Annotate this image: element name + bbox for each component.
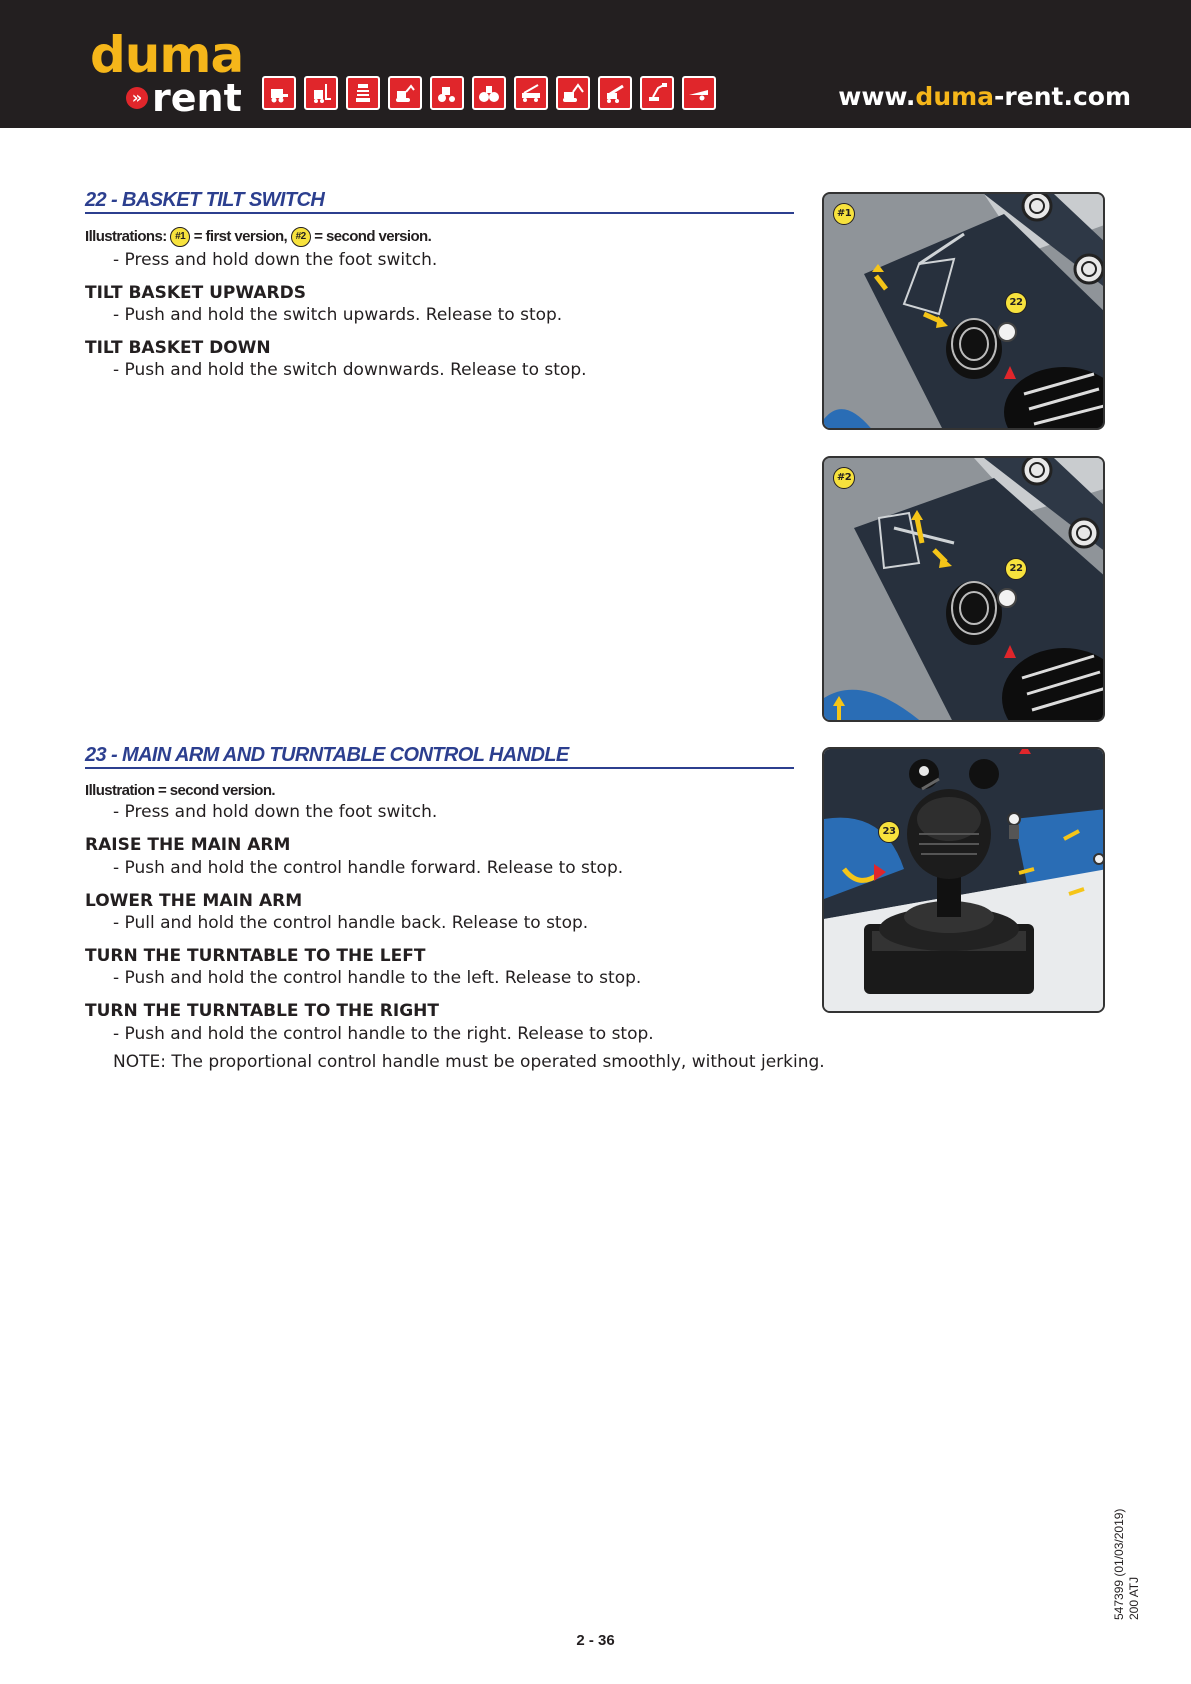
version-2-callout: #2 [833, 467, 855, 489]
url-accent: duma [915, 82, 995, 111]
doc-ref-number: 547399 (01/03/2019) [1112, 1508, 1126, 1620]
control-handle-drawing [824, 749, 1105, 1013]
machine-model: 200 ATJ [1127, 1576, 1141, 1620]
turn-right-step: - Push and hold the control handle to the right. Release to stop. [113, 1024, 654, 1044]
skid-steer-icon [262, 76, 296, 110]
version-2-text: = second version. [310, 228, 432, 245]
lower-arm-heading: LOWER THE MAIN ARM [85, 891, 303, 911]
truck-crane-icon [514, 76, 548, 110]
page-header [0, 0, 1191, 128]
boom-lift-icon [640, 76, 674, 110]
forklift-icon [304, 76, 338, 110]
website-url[interactable] [838, 82, 1131, 111]
logo-duma: duma [90, 26, 244, 84]
section-22-title: 22 - BASKET TILT SWITCH [85, 189, 794, 214]
document-reference [1112, 1470, 1142, 1620]
basket-tilt-switch-v1-drawing [824, 194, 1105, 430]
section-23-title: 23 - MAIN ARM AND TURNTABLE CONTROL HANDLE [85, 744, 794, 769]
roller-icon [472, 76, 506, 110]
s22-tilt-down-heading: TILT BASKET DOWN [85, 338, 271, 358]
basket-tilt-switch-v2-drawing [824, 458, 1105, 722]
mini-excavator-icon [388, 76, 422, 110]
logo-rent-text: rent [152, 76, 242, 120]
page-number: 2 - 36 [576, 1632, 615, 1649]
raise-arm-step: - Push and hold the control handle forward. Release to stop. [113, 858, 624, 878]
illustration-first-version [822, 192, 1105, 430]
url-suffix: -rent.com [994, 82, 1131, 111]
telehandler-icon [598, 76, 632, 110]
s22-tilt-up-step: - Push and hold the switch upwards. Release to stop. [113, 305, 563, 325]
s22-tilt-up-heading: TILT BASKET UPWARDS [85, 283, 306, 303]
url-prefix: www. [838, 82, 916, 111]
illustration-second-version [822, 456, 1105, 722]
callout-22: 22 [1005, 292, 1027, 314]
s22-tilt-down-step: - Push and hold the switch downwards. Release to stop. [113, 360, 587, 380]
tractor-icon [430, 76, 464, 110]
callout-22: 22 [1005, 558, 1027, 580]
s23-illustration-note: Illustration = second version. [85, 782, 275, 799]
turn-left-heading: TURN THE TURNTABLE TO THE LEFT [85, 946, 426, 966]
turn-left-step: - Push and hold the control handle to the left. Release to stop. [113, 968, 642, 988]
callout-23: 23 [878, 821, 900, 843]
s23-foot-switch-step: - Press and hold down the foot switch. [113, 802, 438, 822]
smooth-operation-note: NOTE: The proportional control handle must be operated smoothly, without jerking. [113, 1052, 825, 1072]
version-1-text: = first version, [190, 228, 291, 245]
lower-arm-step: - Pull and hold the control handle back. Release to stop. [113, 913, 589, 933]
illustration-control-handle [822, 747, 1105, 1013]
illustrations-label: Illustrations: [85, 228, 167, 245]
illustrations-legend [85, 227, 431, 247]
s22-foot-switch-step: - Press and hold down the foot switch. [113, 250, 438, 270]
turn-right-heading: TURN THE TURNTABLE TO THE RIGHT [85, 1001, 439, 1021]
trailer-icon [682, 76, 716, 110]
excavator-icon [556, 76, 590, 110]
compactor-icon [346, 76, 380, 110]
logo-chevron-icon: » [126, 87, 148, 109]
version-2-badge: #2 [291, 227, 311, 247]
version-1-badge: #1 [170, 227, 190, 247]
raise-arm-heading: RAISE THE MAIN ARM [85, 835, 291, 855]
version-1-callout: #1 [833, 203, 855, 225]
